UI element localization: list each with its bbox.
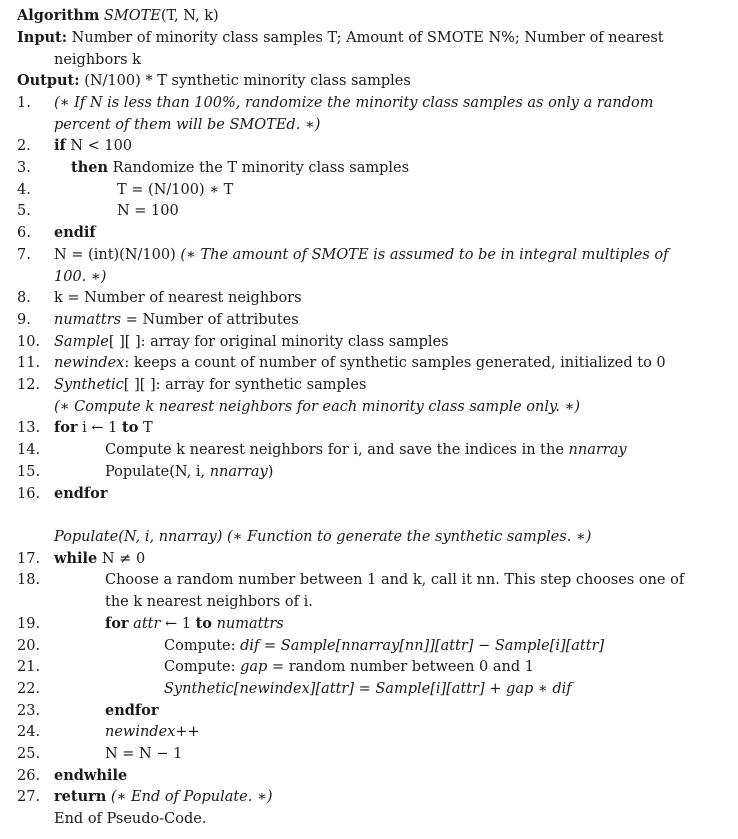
line-number: 15. <box>17 464 41 480</box>
text: End of Pseudo-Code. <box>54 811 207 827</box>
math-or-comment: dif = Sample[nnarray[nn]][attr] − Sample[i][attr] <box>240 638 605 654</box>
math-or-comment: newindex <box>54 355 125 371</box>
keyword: endwhile <box>54 767 128 784</box>
line-text <box>54 244 668 266</box>
math-or-comment: (∗ The amount of SMOTE is assumed to be in integral multiples of <box>180 247 669 263</box>
line-text <box>54 92 654 114</box>
text: [ ][ ]: array for original minority class samples <box>108 334 449 350</box>
text: Choose a random number between 1 and k, call it nn. This step chooses one of <box>105 572 685 588</box>
math-or-comment: Synthetic[newindex][attr] = Sample[i][attr] + gap ∗ dif <box>164 681 572 697</box>
text: N = (int)(N/100) <box>54 247 181 263</box>
text: T = (N/100) ∗ T <box>117 182 234 198</box>
text: N < 100 <box>65 138 133 154</box>
keyword: endfor <box>105 702 159 719</box>
math-or-comment: Synthetic <box>54 377 124 393</box>
line-number: 12. <box>17 377 41 393</box>
text: N = N − 1 <box>105 746 183 762</box>
line-text <box>54 526 591 548</box>
math-or-comment: Populate(N, i, nnarray) <box>54 529 227 545</box>
line-text <box>54 331 449 353</box>
keyword: endif <box>54 224 96 241</box>
math-or-comment: Sample <box>54 334 109 350</box>
math-or-comment: (∗ Function to generate the synthetic samples. ∗) <box>227 529 592 545</box>
math-or-comment: nnarray <box>568 442 627 458</box>
line-number: 20. <box>17 638 41 654</box>
line-text <box>54 786 273 808</box>
line-text <box>54 135 132 157</box>
line-text <box>105 700 158 722</box>
text: N ≠ 0 <box>97 551 146 567</box>
line-text <box>164 656 534 678</box>
input-label: Input: <box>17 29 68 46</box>
line-number: 2. <box>17 138 31 154</box>
line-number: 25. <box>17 746 41 762</box>
line-text <box>54 309 299 331</box>
line-number: 3. <box>17 160 31 176</box>
keyword: endfor <box>54 485 108 502</box>
line-number: 5. <box>17 203 31 219</box>
line-text <box>105 743 182 765</box>
math-or-comment: 100. ∗) <box>54 269 107 285</box>
line-number: 19. <box>17 616 41 632</box>
algorithm-args: (T, N, k) <box>160 8 219 24</box>
line-number: 6. <box>17 225 31 241</box>
keyword: to <box>195 615 212 632</box>
text: Compute: <box>164 659 241 675</box>
math-or-comment: (∗ If N is less than 100%, randomize the minority class samples as only a random <box>54 95 654 111</box>
text: Compute k nearest neighbors for i, and save the indices in the <box>105 442 569 458</box>
keyword: then <box>71 159 109 176</box>
algorithm-name: SMOTE <box>103 8 161 24</box>
algorithm-keyword: Algorithm <box>17 7 100 24</box>
text: Populate(N, i, <box>105 464 210 480</box>
line-text <box>54 548 145 570</box>
line-number: 9. <box>17 312 31 328</box>
math-or-comment: (∗ Compute k nearest neighbors for each minority class sample only. ∗) <box>54 399 580 415</box>
input-text-cont: neighbors k <box>54 52 141 68</box>
text: N = 100 <box>117 203 179 219</box>
text: [ ][ ]: array for synthetic samples <box>123 377 367 393</box>
line-text <box>105 439 627 461</box>
text: k = Number of nearest neighbors <box>54 290 302 306</box>
line-text <box>105 721 200 743</box>
output-text: (N/100) * T synthetic minority class samples <box>84 73 411 89</box>
line-number: 21. <box>17 659 41 675</box>
text: i ← 1 <box>77 420 123 436</box>
input-text: Number of minority class samples T; Amount of SMOTE N%; Number of nearest <box>71 30 664 46</box>
line-text <box>54 352 666 374</box>
line-number: 18. <box>17 572 41 588</box>
line-number: 26. <box>17 768 41 784</box>
line-text <box>164 635 604 657</box>
line-number: 23. <box>17 703 41 719</box>
math-or-comment: gap <box>240 659 268 675</box>
text: T <box>138 420 153 436</box>
line-text <box>54 417 153 439</box>
line-text <box>54 287 302 309</box>
math-or-comment: percent of them will be SMOTEd. ∗) <box>54 117 321 133</box>
keyword: if <box>54 137 66 154</box>
line-number: 16. <box>17 486 41 502</box>
keyword: for <box>54 419 78 436</box>
keyword: while <box>54 550 98 567</box>
line-text <box>54 114 320 136</box>
line-number: 17. <box>17 551 41 567</box>
line-number: 7. <box>17 247 31 263</box>
keyword: return <box>54 788 107 805</box>
line-text <box>54 222 96 244</box>
text: = Number of attributes <box>121 312 299 328</box>
line-number: 1. <box>17 95 31 111</box>
line-number: 8. <box>17 290 31 306</box>
line-number: 22. <box>17 681 41 697</box>
line-text <box>71 157 409 179</box>
line-text <box>117 200 179 222</box>
line-text <box>54 396 580 418</box>
math-or-comment: newindex++ <box>105 724 200 740</box>
line-text <box>105 461 273 483</box>
text: Randomize the T minority class samples <box>108 160 410 176</box>
text: : keeps a count of number of synthetic samples generated, initialized to 0 <box>124 355 666 371</box>
line-text <box>54 808 206 830</box>
keyword: to <box>122 419 139 436</box>
line-text <box>54 266 106 288</box>
math-or-comment: nnarray <box>209 464 268 480</box>
line-text <box>117 179 233 201</box>
line-text <box>54 765 127 787</box>
line-text <box>54 483 107 505</box>
text: = random number between 0 and 1 <box>267 659 534 675</box>
line-number: 10. <box>17 334 41 350</box>
text: Compute: <box>164 638 241 654</box>
line-text <box>105 613 284 635</box>
line-number: 11. <box>17 355 41 371</box>
math-or-comment: attr <box>133 616 161 632</box>
line-number: 27. <box>17 789 41 805</box>
keyword: for <box>105 615 129 632</box>
line-text <box>105 569 684 591</box>
line-text <box>164 678 572 700</box>
text: ← 1 <box>160 616 196 632</box>
math-or-comment: numattrs <box>216 616 284 632</box>
math-or-comment: (∗ End of Populate. ∗) <box>110 789 273 805</box>
text: the k nearest neighbors of i. <box>105 594 313 610</box>
line-number: 4. <box>17 182 31 198</box>
text: ) <box>267 464 274 480</box>
line-text <box>54 374 366 396</box>
line-number: 13. <box>17 420 41 436</box>
output-label: Output: <box>17 72 80 89</box>
line-number: 14. <box>17 442 41 458</box>
line-text <box>105 591 313 613</box>
line-number: 24. <box>17 724 41 740</box>
math-or-comment: numattrs <box>54 312 122 328</box>
